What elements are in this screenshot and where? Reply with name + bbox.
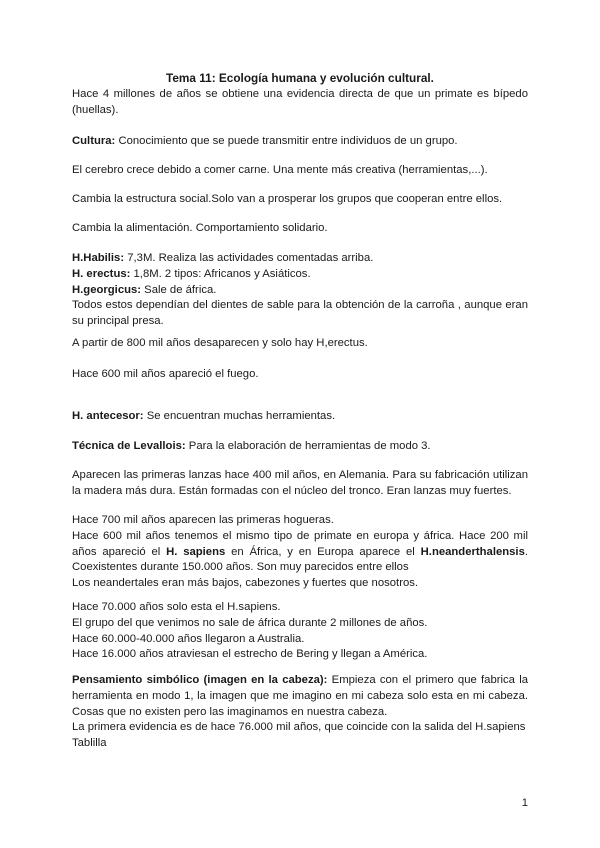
fuego-text: Hace 600 mil años apareció el fuego. [72,368,259,380]
cultura-paragraph [72,134,528,150]
species-georgicus-label: H.georgicus: [72,283,142,296]
setenta-line-3: Hace 60.000-40.000 años llegaron a Australia. [72,632,305,645]
pensamiento-paragraph [72,673,528,752]
antecesor-paragraph [72,409,528,425]
species-erectus-text: 1,8M. 2 tipos: Africanos y Asiáticos. [130,267,311,280]
pensamiento-line2: La primera evidencia es de hace 76.000 mil años, que coincide con la salida del H.sapiens [72,721,526,734]
hogueras-sapiens-text [72,529,528,576]
alimentacion-paragraph [72,221,528,237]
hogueras-sapiens: H. sapiens [166,545,226,558]
lanzas-text: Aparecen las primeras lanzas hace 400 mil años, en Alemania. Para su fabricación utilizan la madera más dura. Están formadas con el núcleo del tronco. Eran lanzas muy fuertes. [72,469,528,497]
setenta-line-1: Hace 70.000 años solo esta el H.sapiens. [72,601,281,613]
estructura-paragraph [72,192,528,208]
hogueras-part3: . Coexistentes durante 150.000 años. Son muy parecidos entre ellos [72,545,528,574]
hogueras-part1: Hace 600 mil años tenemos el mismo tipo de primate en europa y áfrica. Hace 200 mil años apareció el [72,529,528,558]
species-erectus-label: H. erectus: [72,267,131,280]
species-habilis-label: H.Habilis: [72,252,125,264]
page-number: 1 [521,797,528,809]
ochocientos-text: A partir de 800 mil años desaparecen y solo hay H,erectus. [72,337,368,349]
cerebro-text: El cerebro crece debido a comer carne. Una mente más creativa (herramientas,...). [72,164,488,176]
setenta-line-4: Hace 16.000 años atraviesan el estrecho de Bering y llegan a América. [72,648,428,661]
hogueras-line1: Hace 700 mil años aparecen las primeras hogueras. [72,514,334,526]
species-georgicus [72,283,528,299]
species-georgicus-text: Sale de áfrica. [141,283,217,296]
cultura-text: Conocimiento que se puede transmitir entre individuos de un grupo. [115,135,458,147]
species-erectus [72,267,528,283]
hogueras-part2: en África, y en Europa aparece el [225,545,421,558]
cerebro-paragraph [72,163,528,179]
species-habilis-text: 7,3M. Realiza las actividades comentadas arriba. [124,252,374,264]
levallois-paragraph [72,439,528,455]
hogueras-paragraph [72,513,528,592]
pensamiento-label: Pensamiento simbólico (imagen en la cabeza): [72,674,328,686]
setenta-line-2: El grupo del que venimos no sale de áfrica durante 2 millones de años. [72,616,428,629]
setenta-paragraph [72,600,528,663]
pensamiento-line3: Tablilla [72,737,107,750]
levallois-label: Técnica de Levallois: [72,440,186,452]
pensamiento-text: Empieza con el primero que fabrica la herramienta en modo 1, la imagen que me imagino en mi cabeza solo esta en mi cabeza. Cosas que no existen pero las imaginamos en nuestra cabeza. [72,674,528,718]
species-paragraph [72,251,528,330]
cultura-label: Cultura: [72,135,116,147]
lanzas-paragraph [72,468,528,500]
alimentacion-text: Cambia la alimentación. Comportamiento solidario. [72,222,328,234]
levallois-text: Para la elaboración de herramientas de modo 3. [185,440,431,452]
dientes-text: Todos estos dependían del dientes de sable para la obtención de la carroña , aunque eran su principal presa. [72,299,528,328]
hogueras-neanderthalensis: H.neanderthalensis [420,545,525,558]
intro-text: Hace 4 millones de años se obtiene una evidencia directa de que un primate es bípedo (huellas). [72,88,528,116]
species-habilis [72,251,528,267]
estructura-text: Cambia la estructura social.Solo van a prosperar los grupos que cooperan entre ellos. [72,193,503,205]
antecesor-label: H. antecesor: [72,410,144,422]
ochocientos-paragraph [72,336,528,352]
antecesor-text: Se encuentran muchas herramientas. [143,410,336,422]
intro-paragraph [72,87,528,119]
document-title: Tema 11: Ecología humana y evolución cultural. [166,71,434,85]
hogueras-line-last: Los neandertales eran más bajos, cabezones y fuertes que nosotros. [72,577,419,590]
fuego-paragraph [72,367,528,383]
